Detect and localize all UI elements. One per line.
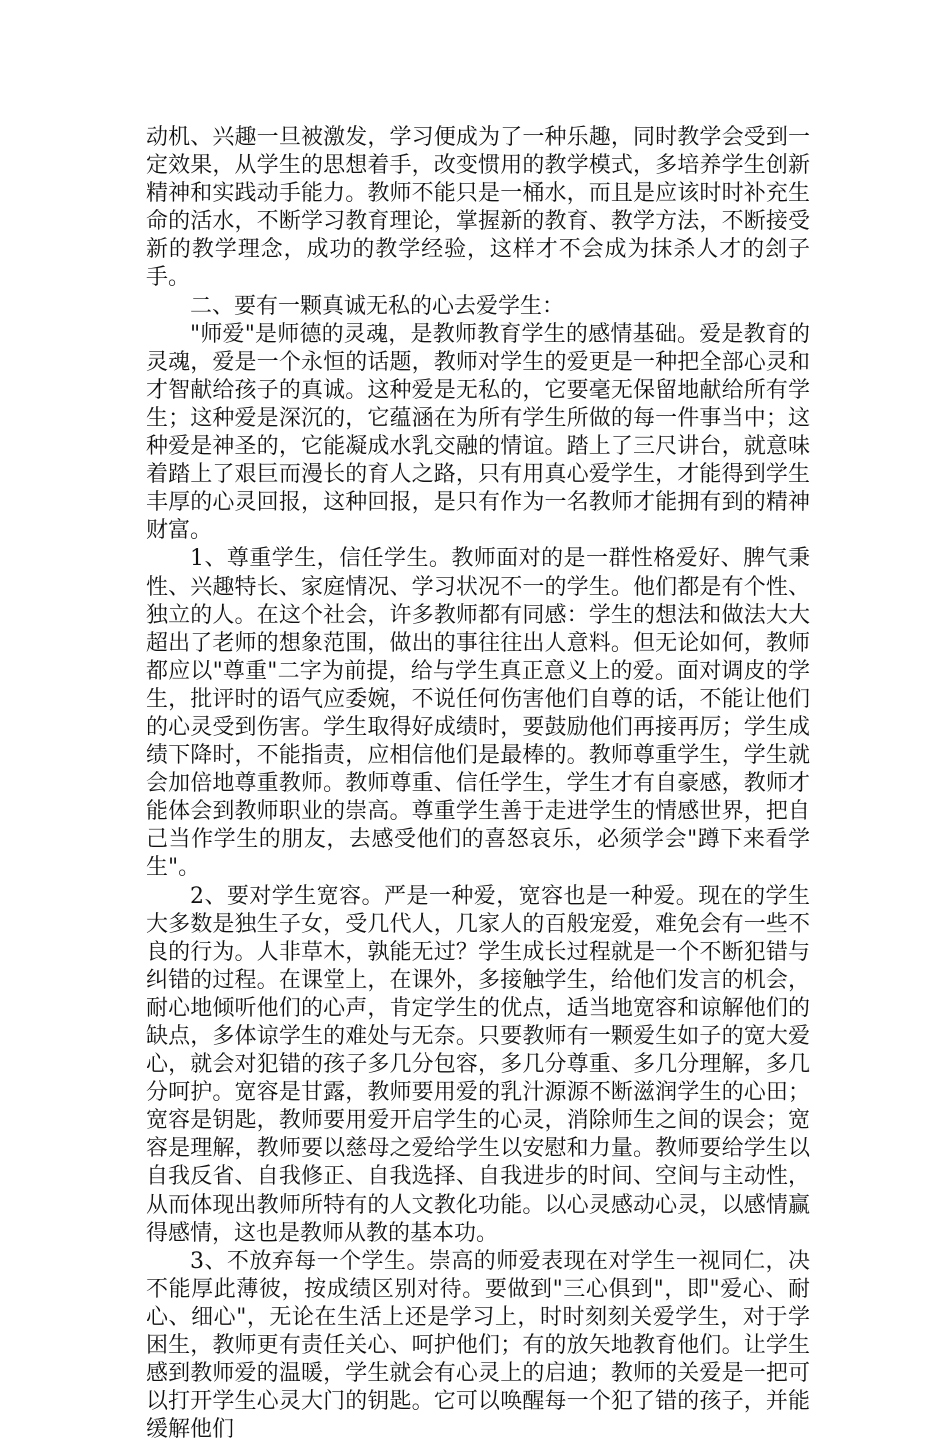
- document-body: [146, 124, 810, 1444]
- paragraph-teacher-love: "师爱"是师德的灵魂，是教师教育学生的感情基础。爱是教育的灵魂，爱是一个永恒的话题，教师对学生的爱更是一种把全部心灵和才智献给孩子的真诚。这种爱是无私的，它要毫无保留地献给所有学生；这种爱是深沉的，它蕴涵在为所有学生所做的每一件事当中；这种爱是神圣的，它能凝成水乳交融的情谊。踏上了三尺讲台，就意味着踏上了艰巨而漫长的育人之路，只有用真心爱学生，才能得到学生丰厚的心灵回报，这种回报，是只有作为一名教师才能拥有到的精神财富。: [146, 321, 810, 544]
- paragraph-continuation: 动机、兴趣一旦被激发，学习便成为了一种乐趣，同时教学会受到一定效果，从学生的思想着手，改变惯用的教学模式，多培养学生创新精神和实践动手能力。教师不能只是一桶水，而且是应该时时补充生命的活水，不断学习教育理论，掌握新的教育、教学方法，不断接受新的教学理念，成功的教学经验，这样才不会成为抹杀人才的刽子手。: [146, 125, 810, 291]
- section-heading: 二、要有一颗真诚无私的心去爱学生：: [190, 293, 565, 319]
- paragraph-respect-students: 1、尊重学生，信任学生。教师面对的是一群性格爱好、脾气秉性、兴趣特长、家庭情况、学习状况不一的学生。他们都是有个性、独立的人。在这个社会，许多教师都有同感：学生的想法和做法大大超出了老师的想象范围，做出的事往往出人意料。但无论如何，教师都应以"尊重"二字为前提，给与学生真正意义上的爱。面对调皮的学生，批评时的语气应委婉，不说任何伤害他们自尊的话，不能让他们的心灵受到伤害。学生取得好成绩时，要鼓励他们再接再厉；学生成绩下降时，不能指责，应相信他们是最棒的。教师尊重学生，学生就会加倍地尊重教师。教师尊重、信任学生，学生才有自豪感，教师才能体会到教师职业的崇高。尊重学生善于走进学生的情感世界，把自己当作学生的朋友，去感受他们的喜怒哀乐，必须学会"蹲下来看学生"。: [146, 546, 810, 881]
- paragraph-tolerance: 2、要对学生宽容。严是一种爱，宽容也是一种爱。现在的学生大多数是独生子女，受几代人，几家人的百般宠爱，难免会有一些不良的行为。人非草木，孰能无过？学生成长过程就是一个不断犯错与纠错的过程。在课堂上，在课外，多接触学生，给他们发言的机会，耐心地倾听他们的心声，肯定学生的优点，适当地宽容和谅解他们的缺点，多体谅学生的难处与无奈。只要教师有一颗爱生如子的宽大爱心，就会对犯错的孩子多几分包容，多几分尊重、多几分理解，多几分呵护。宽容是甘露，教师要用爱的乳汁源源不断滋润学生的心田；宽容是钥匙，教师要用爱开启学生的心灵，消除师生之间的误会；宽容是理解，教师要以慈母之爱给学生以安慰和力量。教师要给学生以自我反省、自我修正、自我选择、自我进步的时间、空间与主动性，从而体现出教师所特有的人文教化功能。以心灵感动心灵，以感情赢得感情，这也是教师从教的基本功。: [146, 883, 810, 1246]
- paragraph-never-give-up: 3、不放弃每一个学生。崇高的师爱表现在对学生一视同仁，决不能厚此薄彼，按成绩区别对待。要做到"三心俱到"，即"爱心、耐心、细心"，无论在生活上还是学习上，时时刻刻关爱学生，对于学困生，教师更有责任关心、呵护他们；有的放矢地教育他们。让学生感到教师爱的温暖，学生就会有心灵上的启迪；教师的关爱是一把可以打开学生心灵大门的钥匙。它可以唤醒每一个犯了错的孩子，并能缓解他们: [146, 1248, 810, 1443]
